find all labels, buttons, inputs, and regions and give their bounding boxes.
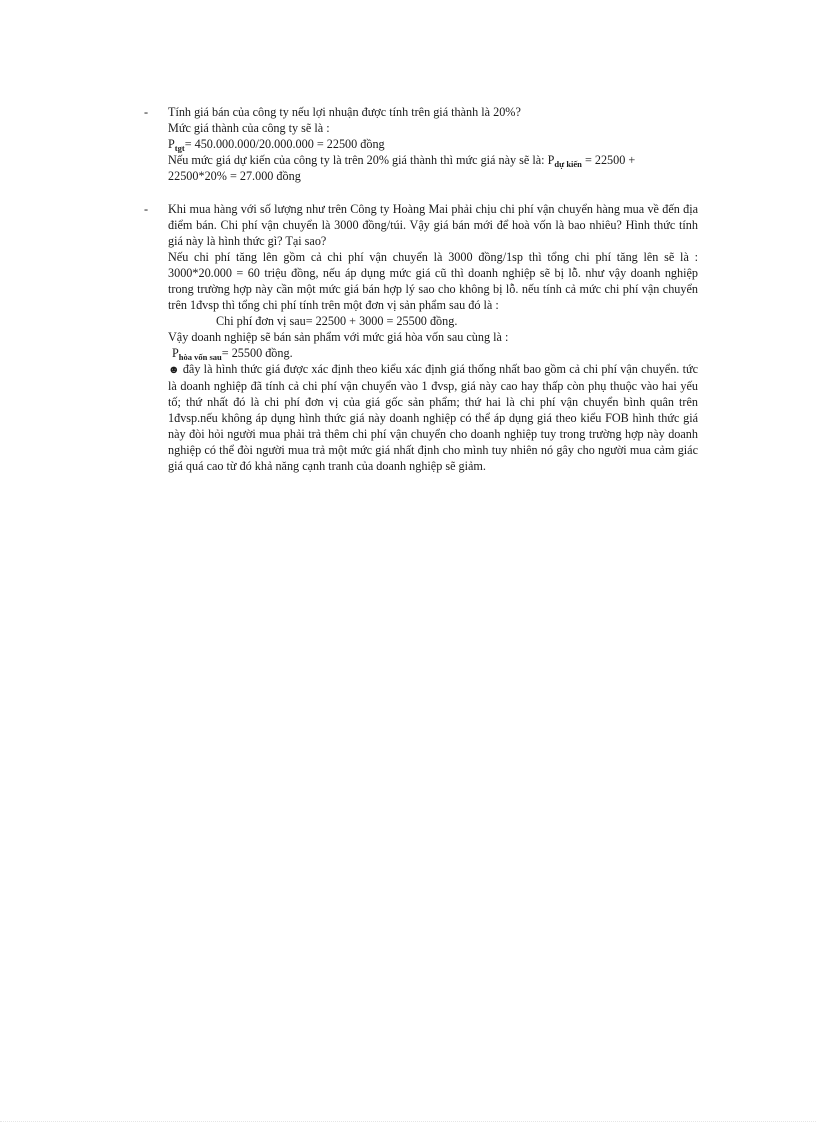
- expected-price-result: 22500*20% = 27.000 đồng: [168, 169, 301, 183]
- breakeven-price: [168, 345, 698, 361]
- conclusion-line: Vậy doanh nghiệp sẽ bán sản phẩm với mức giá hòa vốn sau cùng là :: [168, 330, 509, 344]
- explanation-paragraph: [168, 361, 698, 474]
- formula-subscript: tgt: [174, 143, 185, 153]
- question-1: Tính giá bán của công ty nếu lợi nhuận được tính trên giá thành là 20%?: [168, 105, 521, 119]
- unit-cost-line: Chi phí đơn vị sau= 22500 + 3000 = 25500 đồng.: [216, 314, 458, 328]
- expected-price-value: = 22500 +: [581, 153, 636, 167]
- formula-symbol: P: [168, 137, 175, 151]
- price-symbol: P: [172, 346, 179, 360]
- bullet-dash: -: [144, 105, 149, 119]
- question-2: Khi mua hàng với số lượng như trên Công ty Hoàng Mai phải chịu chi phí vận chuyển hàng mua về đến địa điểm bán. Chi phí vận chuyển là 3000 đồng/túi. Vậy giá bán mới để hoà vốn là bao nhiêu? Hình thức tính giá này là hình thức gì? Tại sao?: [168, 202, 698, 248]
- answer-paragraph: Nếu chi phí tăng lên gồm cả chi phí vận chuyển là 3000 đồng/1sp thì tổng chi phí tăng lên sẽ là : 3000*20.000 = 60 triệu đồng, nếu áp dụng mức giá cũ thì doanh nghiệp sẽ bị lỗ. như vậy doanh nghiệp trong trường hợp này cần một mức giá bán hợp lý sao cho không bị lỗ. nếu tính cả mức chi phí vận chuyển trên 1đvsp thì tổng chi phí tính trên một đơn vị sản phẩm sau đó là :: [168, 250, 698, 312]
- price-subscript: hòa vốn sau: [178, 352, 222, 362]
- cost-intro: Mức giá thành của công ty sẽ là :: [168, 121, 330, 135]
- expected-price-subscript: dự kiến: [554, 159, 582, 169]
- section-1-content: [168, 104, 698, 184]
- section-1: [144, 104, 704, 184]
- cost-formula: [168, 136, 698, 152]
- expected-price-text: Nếu mức giá dự kiến của công ty là trên 20% giá thành thì mức giá này sẽ là: P: [168, 153, 555, 167]
- formula-value: = 450.000.000/20.000.000 = 22500 đồng: [184, 137, 385, 151]
- section-2: [144, 201, 704, 474]
- explanation-text: đây là hình thức giá được xác định theo kiểu xác định giá thống nhất bao gồm cả chi phí vận chuyển. tức là doanh nghiệp đã tính cả chi phí vận chuyển vào 1 đvsp, giá này cao hay thấp còn phụ thuộc vào hai yếu tố; thứ nhất đó là chi phí đơn vị của giá gốc sản phẩm; thứ hai là chi phí vận chuyển bình quân trên 1đvsp.nếu không áp dụng hình thức giá này doanh nghiệp có thể áp dụng giá theo kiểu FOB hình thức giá này đòi hỏi người mua phải trả thêm chi phí vận chuyển cho doanh nghiệp tuy trong trường hợp này doanh nghiệp có thể đòi người mua trả một mức giá nhất định cho mình tuy nhiên nó gây cho người mua cảm giác giá quá cao từ đó khả năng cạnh tranh của doanh nghiệp sẽ giảm.: [168, 362, 698, 473]
- bullet-dash: -: [144, 202, 149, 216]
- smiley-icon: ☻: [168, 364, 180, 376]
- page-bottom-border: [0, 1121, 816, 1122]
- section-2-content: [168, 201, 698, 474]
- price-value: = 25500 đồng.: [221, 346, 293, 360]
- expected-price-line: [168, 152, 698, 168]
